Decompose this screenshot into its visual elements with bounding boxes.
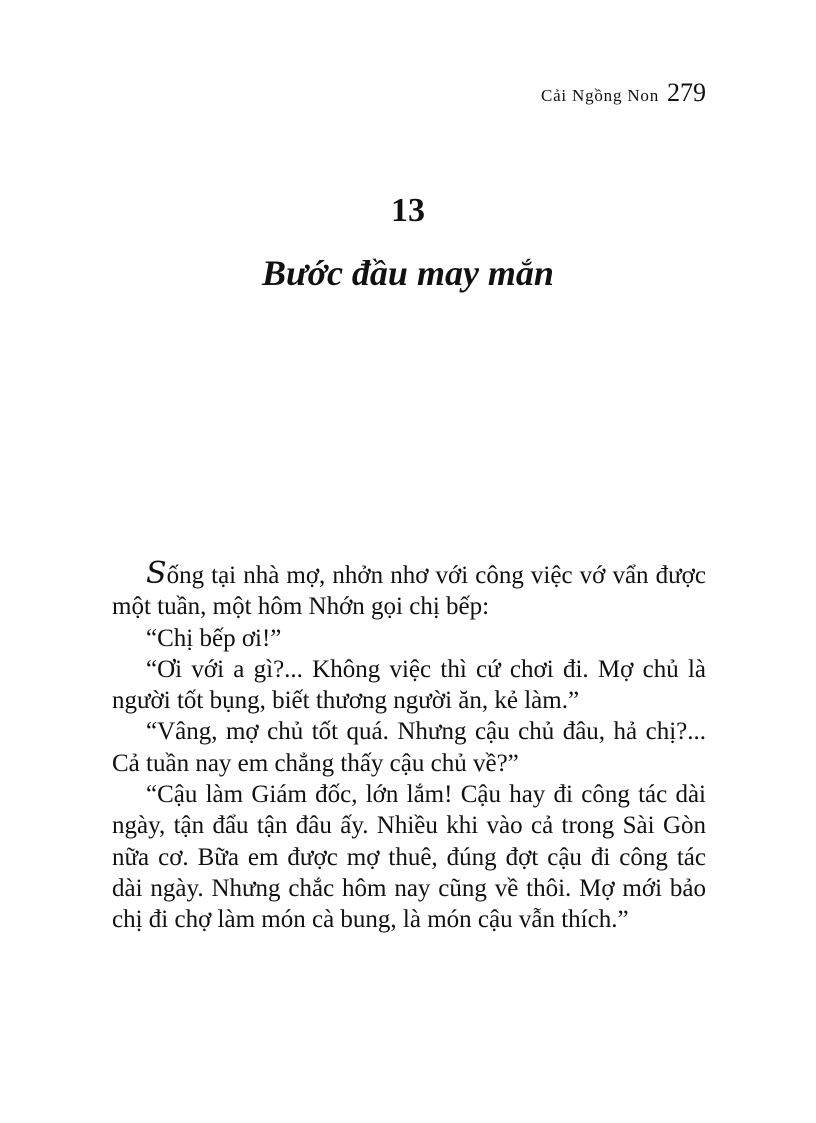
chapter-number: 13 bbox=[391, 192, 425, 229]
paragraph: “Ơi với a gì?... Không việc thì cứ chơi đi. Mợ chủ là người tốt bụng, biết thương người ăn, kẻ làm.” bbox=[112, 655, 706, 715]
running-title: Cải Ngồng Non bbox=[540, 86, 659, 105]
paragraph: “Vâng, mợ chủ tốt quá. Nhưng cậu chủ đâu, hả chị?... Cả tuần nay em chẳng thấy cậu chủ về?” bbox=[112, 718, 706, 777]
paragraph bbox=[112, 558, 706, 623]
chapter-title: Bước đầu may mắn bbox=[262, 253, 554, 293]
page-number: 279 bbox=[667, 78, 706, 107]
drop-cap: S bbox=[146, 556, 167, 591]
running-header bbox=[541, 78, 706, 108]
chapter-body bbox=[112, 558, 706, 936]
paragraph-text: ống tại nhà mợ, nhởn nhơ với công việc vớ vẩn được một tuần, một hôm Nhớn gọi chị bếp: bbox=[112, 562, 706, 621]
paragraph: “Chị bếp ơi!” bbox=[146, 624, 282, 652]
paragraph: “Cậu làm Giám đốc, lớn lắm! Cậu hay đi công tác dài ngày, tận đẩu tận đâu ấy. Nhiều khi vào cả trong Sài Gòn nữa cơ. Bữa em được mợ thuê, đúng đợt cậu đi công tác dài ngày. Nhưng chắc hôm nay cũng về thôi. Mợ mới bảo chị đi chợ làm món cà bung, là món cậu vẫn thích.” bbox=[112, 781, 706, 934]
